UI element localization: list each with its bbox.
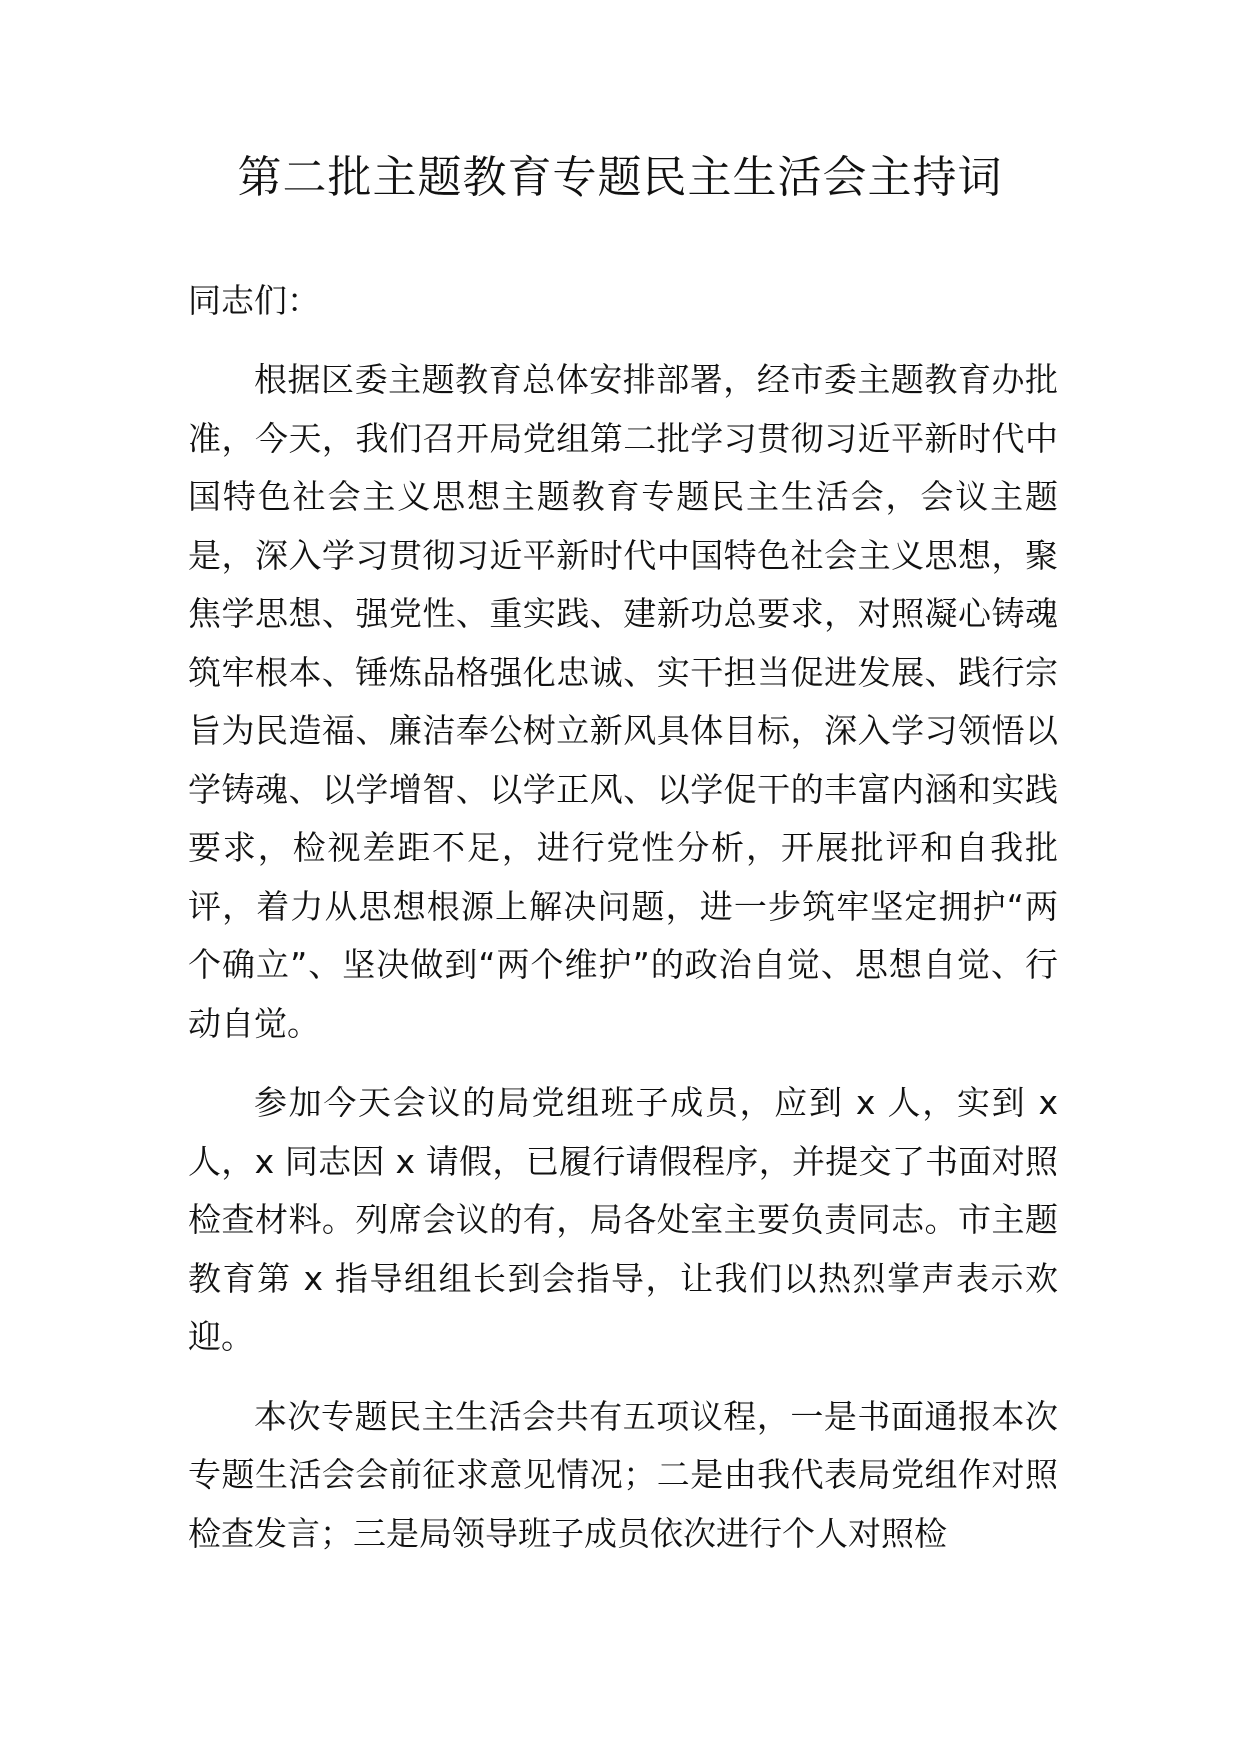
document-title: 第二批主题教育专题民主生活会主持词 [237,152,1003,203]
paragraph-meeting-purpose: 根据区委主题教育总体安排部署，经市委主题教育办批准，今天，我们召开局党组第二批学习贯彻习近平新时代中国特色社会主义思想主题教育专题民主生活会，会议主题是，深入学习贯彻习近平新时代中国特色社会主义思想，聚焦学思想、强党性、重实践、建新功总要求，对照凝心铸魂筑牢根本、锤炼品格强化忠诚、实干担当促进发展、践行宗旨为民造福、廉洁奉公树立新风具体目标，深入学习领悟以学铸魂、以学增智、以学正风、以学促干的丰富内涵和实践要求，检视差距不足，进行党性分析，开展批评和自我批评，着力从思想根源上解决问题，进一步筑牢坚定拥护“两个确立”、坚决做到“两个维护”的政治自觉、思想自觉、行动自觉。 [188,360,1058,1043]
salutation: 同志们： [188,281,320,320]
paragraph-attendance: 参加今天会议的局党组班子成员，应到 x 人，实到 x 人，x 同志因 x 请假，已履行请假程序，并提交了书面对照检查材料。列席会议的有，局各处室主要负责同志。市主题教育第 x 指导组组长到会指导，让我们以热烈掌声表示欢迎。 [188,1083,1058,1356]
document-body [188,272,1058,1584]
paragraph-agenda: 本次专题民主生活会共有五项议程，一是书面通报本次专题生活会会前征求意见情况；二是由我代表局党组作对照检查发言；三是局领导班子成员依次进行个人对照检 [188,1396,1058,1553]
